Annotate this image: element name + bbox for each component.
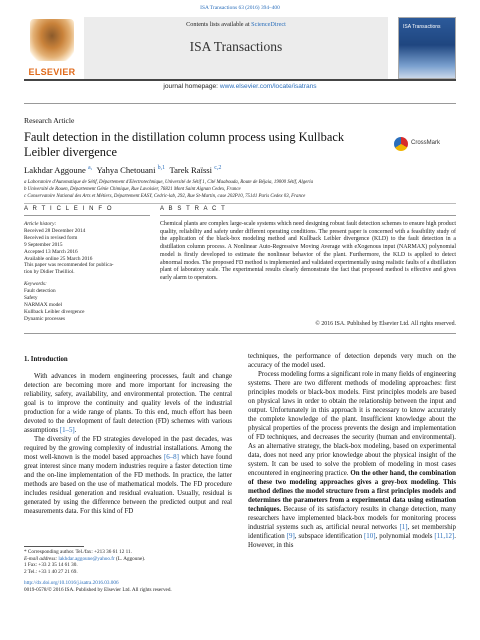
crossmark-icon (394, 137, 408, 151)
history-line: 9 September 2015 (24, 241, 63, 248)
journal-cover (398, 17, 456, 79)
author-name[interactable]: Yahya Chetouani (96, 165, 156, 175)
contents-prefix: Contents lists available at (186, 21, 252, 28)
paragraph (24, 372, 232, 435)
article-info-heading: A R T I C L E I N F O (24, 206, 114, 212)
author-marks[interactable]: b,1 (157, 165, 166, 172)
abstract-bottom-divider (24, 333, 456, 334)
header-divider (24, 103, 456, 104)
footnote: 2 Tel.: +33 1 40 27 21 69. (24, 568, 78, 575)
citation-link[interactable]: [6–8] (163, 454, 179, 461)
abstract-text: Chemical plants are complex large-scale systems which need designing robust fault detection schemes to ensure high product quality, reliability and safety under different operating conditions. The present paper is concerned with a feasibility study of the application of the black-box modeling method and Kullback Leibler divergence (KLD) to the fault detection in a distillation column process. A Nonlinear Auto-Regressive Moving Average with eXogenous input (NARMAX) polynomial model is firstly developed to estimate the nonlinear behavior of the plant. Furthermore, the KLD is applied to detect abnormal modes. The proposed FD method is implemented and validated experimentally using realistic faults of a distillation plant of laboratory scale. The experimental results clearly demonstrate the fact that proposed method is effective and gives early alarm to operators. (160, 221, 456, 281)
keywords-label: Keywords: (24, 281, 47, 288)
history-line: This paper was recommended for publica- (24, 262, 114, 269)
crossmark-button[interactable] (394, 136, 454, 154)
cover-title: ISA Transactions (403, 24, 441, 30)
paragraph-text: which have found great interest since many modern industries require a faster detection time and the on-line implementation of the FD methods. In practice, the latter methods are based on the use of mathematical models. The FD procedure includes residual generation and residual evaluation. Usually, residual is generated by using the difference between the predicted output and real measurements data. For this kind of FD (24, 454, 232, 515)
keyword: Kullback Leibler divergence (24, 308, 85, 315)
masthead-banner (84, 17, 388, 79)
paragraph-text: . However, in this (248, 533, 456, 549)
author-name[interactable]: Lakhdar Aggoune (24, 165, 86, 175)
masthead-divider (24, 79, 456, 81)
paragraph-text: With advances in modern engineering processes, fault and change detection are becoming more and more important for increasing the reliability, safety, availability, and environmental protection. The central goal is to improve the continuity and quality levels of the industrial production for a wide range of plants. To this end, much effort has been devoted to the development of fault detection (FD) schemes with various assumptions (24, 373, 232, 434)
elsevier-logo (24, 17, 80, 79)
publisher-name: ELSEVIER (28, 67, 76, 77)
introduction-heading: 1. Introduction (24, 356, 68, 363)
paragraph-text: . (74, 427, 77, 434)
footnote: 1 Fax: +33 2 35 14 61 30. (24, 562, 78, 569)
footnote-divider (24, 546, 84, 547)
email-link[interactable]: lakhdar.aggoune@yahoo.fr (58, 555, 115, 562)
article-info (24, 221, 152, 323)
article-info-divider (24, 215, 150, 216)
author-marks[interactable]: a, (87, 165, 93, 172)
email-tail: (L. Aggoune). (114, 555, 146, 562)
keyword: NARMAX model (24, 301, 63, 308)
homepage-link[interactable]: www.elsevier.com/locate/isatrans (219, 83, 317, 90)
paper-title: Fault detection in the distillation column process using Kullback Leibler divergence (24, 130, 345, 159)
history-line: Available online 25 March 2016 (24, 255, 93, 262)
citation-link[interactable]: [11,12] (434, 533, 455, 540)
author-name[interactable]: Tarek Raïssi (169, 165, 213, 175)
body-column-left (24, 372, 232, 516)
sciencedirect-link[interactable]: ScienceDirect (251, 21, 286, 28)
author-list (24, 165, 221, 175)
journal-reference[interactable]: ISA Transactions 63 (2016) 394–400 (200, 5, 280, 11)
paragraph-text: Because of its satisfactory results in change detection, many researchers have implemented black-box models for monitoring process industrial systems such as, artificial neural networks (248, 506, 456, 531)
paragraph-text: , set membership identification (248, 524, 456, 540)
paragraph-text: , polynomial models (375, 533, 435, 540)
keyword: Fault detection (24, 288, 56, 295)
homepage-prefix: journal homepage: (163, 83, 220, 90)
affiliation: c Conservatoire National des Arts et Métiers, Département EASY, Cedric-lab, 292, Rue St-Martin, case 202P10, 75141 Paris Cedex 03, France (24, 193, 306, 199)
footnote-corresponding: * Corresponding author. Tel./fax: +213 36 61 12 11. (24, 549, 132, 555)
issn-line: 0019-0578/© 2016 ISA. Published by Elsevier Ltd. All rights reserved. (24, 586, 172, 593)
history-line: Received 28 December 2014 (24, 227, 86, 234)
author-marks[interactable]: c,2 (214, 165, 222, 172)
article-type: Research Article (24, 116, 75, 125)
citation-link[interactable]: [1–5] (59, 427, 75, 434)
footnotes (24, 549, 232, 575)
citation-link[interactable]: [10] (364, 533, 376, 540)
elsevier-tree-icon (30, 19, 74, 61)
crossmark-label: CrossMark (411, 140, 441, 146)
history-line: Received in revised form (24, 234, 78, 241)
masthead (24, 17, 456, 90)
keyword: Safety (24, 295, 38, 302)
affiliations (24, 180, 456, 200)
section-divider (24, 203, 456, 204)
contents-line (84, 21, 388, 28)
abstract-divider (160, 215, 456, 216)
history-line: tion by Didier Theilliol. (24, 269, 75, 276)
history-label: Article history: (24, 221, 57, 227)
history-line: Accepted 13 March 2016 (24, 248, 78, 255)
email-label: E-mail address: (24, 555, 59, 562)
doi-link[interactable]: http://dx.doi.org/10.1016/j.isatra.2016.03.006 (24, 580, 119, 586)
paragraph-text: Process modeling forms a significant role in many fields of engineering systems. There are two different methods of modeling approaches: first principles models or black-box models. First principles models are based on physical laws in order to obtain the relationship between the input and output. Unfortunately in this approach it is necessary to know accurately the complete knowledge of the plant. Insufficient knowledge about the physical properties of the process prevents the design and implementation of FD techniques, and decreases the security (human and environmental). As an alternative strategy, the black-box modeling, based on experimental data, does not need any prior knowledge about the physical insight of the system. It can be used to solve the problem of modeling in most cases encountered in engineering practice. (248, 371, 456, 477)
doi-block (24, 580, 324, 594)
affiliation: b Université de Rouen, Département Génie Chimique, Rue Lavoisier, 76821 Mont Saint Aignan Cedex, France (24, 186, 241, 192)
keyword: Dynamic processes (24, 315, 66, 322)
citation-link[interactable]: [1] (399, 524, 408, 531)
paragraph (24, 435, 232, 516)
abstract-copyright: © 2016 ISA. Published by Elsevier Ltd. All rights reserved. (315, 321, 456, 327)
footnote-email (24, 556, 232, 563)
paragraph-text: The diversity of the FD strategies developed in the past decades, was required by the growing complexity of industrial installations. Among the most well-known is the model based approaches (24, 436, 232, 461)
paragraph: techniques, the performance of detection depends very much on the accuracy of the model used. (248, 353, 456, 369)
affiliation: a Laboratoire d'Automatique de Sétif, Département d'Electrotechnique, Université de Sétif 1, Cité Maabouda, Route de Béjaia, 19000 Sétif, Algeria (24, 180, 314, 185)
citation-link[interactable]: [9] (286, 533, 295, 540)
paragraph-text: , subspace identification (294, 533, 365, 540)
journal-title: ISA Transactions (189, 39, 283, 54)
body-column-right (248, 352, 456, 550)
bold-text: On the other hand, the combination of these two modeling approaches gives a grey-box modeling. This method defines the model structure from a first principles models and determines the parameters from a experimental data using estimation techniques. (248, 470, 456, 513)
abstract-heading: A B S T R A C T (160, 206, 227, 212)
paragraph (248, 370, 456, 550)
homepage-line (24, 83, 456, 90)
